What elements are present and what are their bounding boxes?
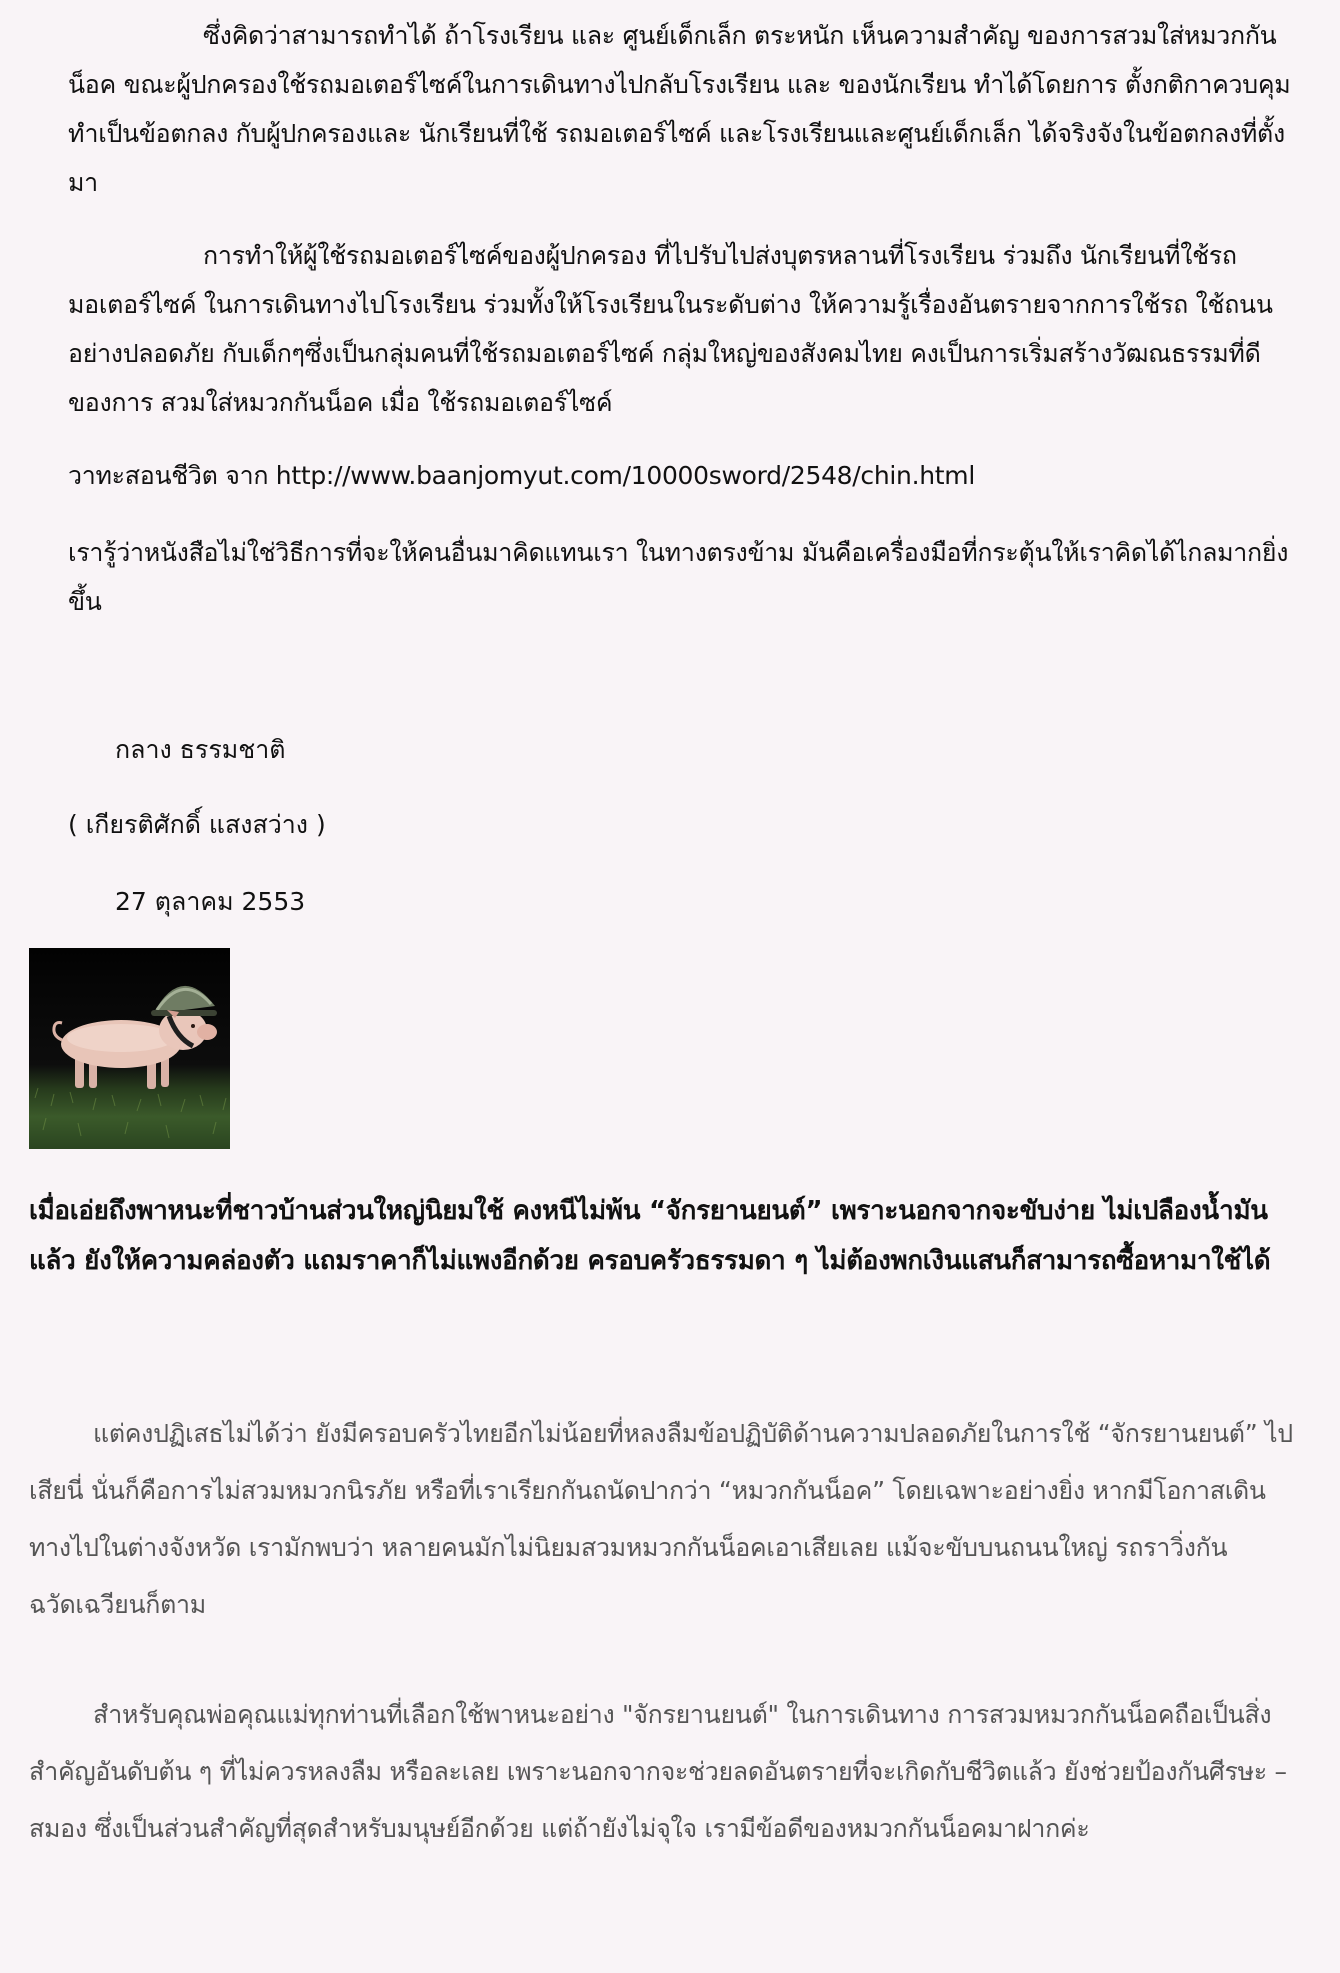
signature-name: กลาง ธรรมชาติ — [115, 735, 286, 764]
paragraph-motorcycle-intro: เมื่อเอ่ยถึงพาหนะที่ชาวบ้านส่วนใหญ่นิยมใช้ คงหนีไม่พ้น “จักรยานยนต์” เพราะนอกจากจะขับง่าย ไม่เปลืองน้ำมันแล้ว ยังให้ความคล่องตัว แถมราคาก็ไม่แพงอีกด้วย ครอบครัวธรรมดา ๆ ไม่ต้องพกเงินแสนก็สามารถซื้อหามาใช้ได้ — [29, 1196, 1271, 1276]
paragraph-helmet-importance: สำหรับคุณพ่อคุณแม่ทุกท่านที่เลือกใช้พาหนะอย่าง "จักรยานยนต์" ในการเดินทาง การสวมหมวกกันน็อคถือเป็นสิ่งสำคัญอันดับต้น ๆ ที่ไม่ควรหลงลืม หรือละเลย เพราะนอกจากจะช่วยลดอันตรายที่จะเกิดกับชีวิตแล้ว ยังช่วยป้องกันศีรษะ – สมอง ซึ่งเป็นส่วนสำคัญที่สุดสำหรับมนุษย์อีกด้วย แต่ถ้ายังไม่จุใจ เรามีข้อดีของหมวกกันน็อคมาฝากค่ะ — [29, 1700, 1287, 1843]
signature-real-name: ( เกียรติศักดิ์ แสงสว่าง ) — [68, 810, 326, 839]
paragraph-no-helmet-families: แต่คงปฏิเสธไม่ได้ว่า ยังมีครอบครัวไทยอีกไม่น้อยที่หลงลืมข้อปฏิบัติด้านความปลอดภัยในการใช้ “จักรยานยนต์” ไปเสียนี่ นั่นก็คือการไม่สวมหมวกนิรภัย หรือที่เราเรียกกันถนัดปากว่า “หมวกกันน็อค” โดยเฉพาะอย่างยิ่ง หากมีโอกาสเดินทางไปในต่างจังหวัด เรามักพบว่า หลายคนมักไม่นิยมสวมหมวกกันน็อคเอาเสียเลย แม้จะขับบนถนนใหญ่ รถราวิ่งกันฉวัดเฉวียนก็ตาม — [29, 1419, 1293, 1619]
signature-date: 27 ตุลาคม 2553 — [115, 887, 306, 916]
paragraph-quote-source: วาทะสอนชีวิต จาก http://www.baanjomyut.com/10000sword/2548/chin.html — [68, 461, 975, 490]
paragraph-book-quote: เรารู้ว่าหนังสือไม่ใช่วิธีการที่จะให้คนอื่นมาคิดแทนเรา ในทางตรงข้าม มันคือเครื่องมือที่กระตุ้นให้เราคิดได้ไกลมากยิ่งขึ้น — [68, 538, 1289, 616]
paragraph-school-helmet-rule: ซึ่งคิดว่าสามารถทำได้ ถ้าโรงเรียน และ ศูนย์เด็กเล็ก ตระหนัก เห็นความสำคัญ ของการสวมใส่หมวกกันน็อค ขณะผู้ปกครองใช้รถมอเตอร์ไซค์ในการเดินทางไปกลับโรงเรียน และ ของนักเรียน ทำได้โดยการ ตั้งกติกาควบคุม ทำเป็นข้อตกลง กับผู้ปกครองและ นักเรียนที่ใช้ รถมอเตอร์ไซค์ และโรงเรียนและศูนย์เด็กเล็ก ได้จริงจังในข้อตกลงที่ตั้งมา — [68, 21, 1291, 197]
pig-helmet-photo — [29, 948, 230, 1149]
paragraph-parents-motorcycle: การทำให้ผู้ใช้รถมอเตอร์ไซค์ของผู้ปกครอง ที่ไปรับไปส่งบุตรหลานที่โรงเรียน ร่วมถึง นักเรียนที่ใช้รถมอเตอร์ไซค์ ในการเดินทางไปโรงเรียน ร่วมทั้งให้โรงเรียนในระดับต่าง ให้ความรู้เรื่องอันตรายจากการใช้รถ ใช้ถนน อย่างปลอดภัย กับเด็กๆซึ่งเป็นกลุ่มคนที่ใช้รถมอเตอร์ไซค์ กลุ่มใหญ่ของสังคมไทย คงเป็นการเริ่มสร้างวัฒณธรรมที่ดีของการ สวมใส่หมวกกันน็อค เมื่อ ใช้รถมอเตอร์ไซค์ — [68, 241, 1273, 417]
